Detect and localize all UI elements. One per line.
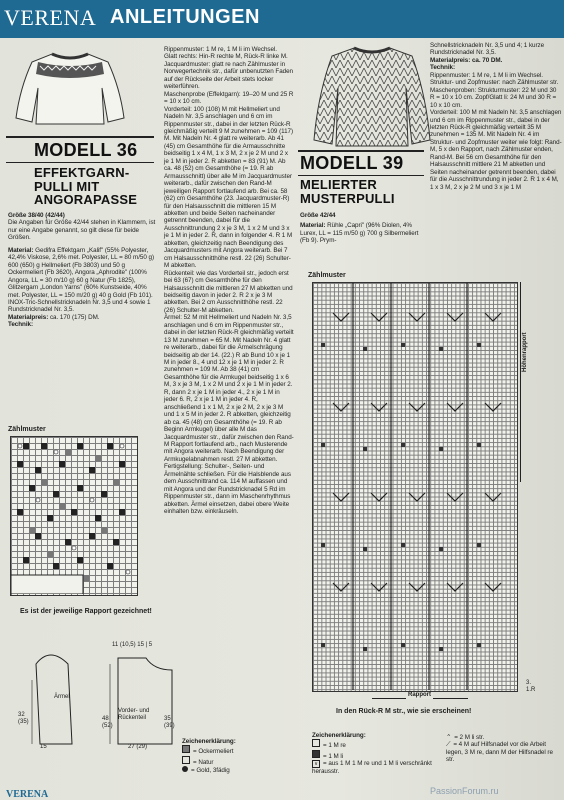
sweater-36-illustration [14, 48, 126, 126]
side-marker: 3. 1.R [526, 680, 536, 693]
height-rapport-label: Höhenrapport [522, 332, 528, 372]
mid-measure: 48 (52) [102, 716, 113, 729]
brand-logo: VERENA [4, 5, 97, 30]
schem-top-measures: 11 (10,5) 15 | 5 [112, 642, 153, 648]
chart-36-label: Zählmuster [8, 426, 46, 433]
chart-39-motif [313, 283, 516, 690]
rapport-label: Rapport [408, 692, 431, 698]
natur-swatch [182, 756, 190, 764]
chart-36-grid [10, 436, 138, 596]
knit-swatch [312, 739, 320, 747]
schematic-36 [6, 640, 178, 752]
model-36-text: Größe 38/40 (42/44) Die Angaben für Größe 42/44 stehen in Klammern, ist nur eine Angabe genannt, so gilt diese für beide Größen. Material: Gedifra Effektgarn „Kalif" (55% Polyester, 42,4% Viskose, 2,6% met. Polyester, LL = 80 m/50 g) 600 (650) g Hellmeliert (Fb 3803) und 50 g Ockermeliert (Fb 3620), Angora „Aphrodite" (100% Angora, LL = 30 m/10 g) 60 g Natur (Fb 1825), Glitzergarn „London Yarns" (60% Kunstseide, 40% met. Polyester, LL = 150 m/20 g) 40 g Gold (Fb 101). INOX-Tric-Schnellstricknadeln Nr. 3,5 und 4 sowie 1 Rundstricknadel Nr. 3,5. Materialpreis: ca. 170 (175) DM. Technik: [8, 212, 156, 329]
legend-39: Zeichenerklärung: = 1 M re = 1 M li ∨ = aus 1 M 1 M re und 1 M li verschränkt herausstr. [312, 732, 432, 776]
height-bracket [520, 282, 521, 482]
model-36-title: MODELL 36 [34, 140, 138, 160]
watermark: PassionForum.ru [430, 786, 499, 796]
legend-39-right: ⌃ = 2 M li str. ⟋ = 4 M auf Hilfsnadel vor die Arbeit legen, 3 M re, dann M der Hilfsnadel re str. [446, 734, 553, 764]
model-36-subtitle: EFFEKTGARN- PULLI MIT ANGORAPASSE [34, 165, 138, 207]
middle-column-text: Rippenmuster: 1 M re, 1 M li im Wechsel. Glatt rechts: Hin-R rechte M, Rück-R linke M. Jacquardmuster: glatt re nach Zählmuster in Norwegertechnik str., dafür unbenutzten Faden auf der Rückseite der Arbeit stets locker weiterführen. Maschenprobe (Effektgarn): 19–20 M und 25 R = 10 x 10 cm. Vorderteil: 100 (108) M mit Hellmeliert und Nadeln Nr. 3,5 anschlagen und 6 cm im Rippenmuster str., dabei in der letzten Rück-R gleichmäßig verteilt 9 M zunehmen = 109 (117) M. Mit Nadeln Nr. 4 glatt re weiterarb. Ab 41 (45) cm Gesamthöhe für die Armausschnitte beidseitig 1 x 4 M, 1 x 3 M, 2 x je 2 M und 2 x je 1 M in jeder 2. R abketten = 83 (91) M. Ab ca. 48 (52) cm Gesamthöhe (= 19. R ab Armausschnitt) über alle M im Jacquardmuster weiterarb., dafür zwischen den Rand-M jeweiligen Rapport fortlaufend arb. Bei ca. 58 (62) cm Gesamthöhe (23. Jacquardmuster-R) für den Halsausschnitt die mittleren 15 M abketten und beide Seiten nacheinander getrennt beenden, dabei für die Ausschnittrundung 2 x je 3 M, 1 x 2 M und 3 x je 1 M in jeder 2. R, dann in folgender 4. R 1 M abketten, gleichzeitig nach Beendigung des Jacquardmusters mit Angora weiterarb. Bei 7 cm Halsausschnitthöhe restl. 22 (26) Schulter-M abketten. Rückenteil: wie das Vorderteil str., jedoch erst bei 63 (67) cm Gesamthöhe für den Halsausschnitt die mittleren 27 M abketten und beidseitig davon in jeder 2. R 2 x je 3 M abketten. Bei 2 cm Ausschnitthöhe restl. 22 (26) Schulter-M abketten. Ärmel: 52 M mit Hellmeliert und Nadeln Nr. 3,5 anschlagen und 6 cm im Rippenmuster str., dabei in der letzten Rück-R gleichmäßig verteilt 13 M zunehmen = 65 M. Mit Nadeln Nr. 4 glatt re weiterarb., dabei für die Ärmelschrägung beidseitig ab der 14. (22.) R ab Bund 10 x je 1 M in jeder 8., 4 und 12 x je 1 M in jeder 2. R zunehmen = 109 M. Ab 38 (41) cm Gesamthöhe für die Armkugel beidseitig 1 x 6 M, 3 x je 3 M, 1 x 2 M und 2 x je 1 M in jeder 2. R, dann 2 x je 1 M in jeder 4., 2 x je 1 M in jeder 6. R, 2 x je 1 M in jeder 4. R, anschließend 1 x 1 M, 2 x je 2 M, 2 x je 3 M und 1 x 5 M in jeder 2. R abketten, gleichzeitig ab ca. 45 (48) cm Gesamthöhe (= 19. R ab Beginn Armkugel) über alle M das Jacquardmuster str., dafür zwischen den Rand-M Rapport fortlaufend arb., nach Musterende mit Angora weiterarb. Nach Beendigung der Armkugelabnahmen restl. 27 M abketten. Fertigstellung: Schulter-, Seiten- und Ärmelnähte schließen. Für die Halsblende aus dem Ausschnittrand ca. 114 M auffassen und mit Angora und der Rundstricknadel 5 Rd im Rippenmuster str., dann im Maschenrhythmus abketten. Ärmel einsetzen, dabei obere Weite einhalten bzw. einkräuseln. [164, 46, 294, 516]
chart-39-caption: In den Rück-R M str., wie sie erscheinen! [336, 708, 472, 715]
title-rule-39b [298, 175, 424, 176]
model-39-subtitle: MELIERTER MUSTERPULLI [300, 177, 395, 206]
chart-36-caption: Es ist der jeweilige Rapport gezeichnet! [20, 608, 152, 615]
dec-symbol: ⌃ [446, 734, 452, 741]
purl-swatch [312, 750, 320, 758]
increase-swatch: ∨ [312, 760, 320, 768]
section-title: ANLEITUNGEN [110, 6, 260, 28]
right-column-text: Schnellstricknadeln Nr. 3,5 und 4; 1 kurze Rundstricknadel Nr. 3,5. Materialpreis: ca. 70 DM. Technik: Rippenmuster: 1 M re, 1 M li im Wechsel. Struktur- und Zopfmuster: nach Zählmuster str. Maschenproben: Strukturmuster: 22 M und 30 R = 10 x 10 cm. Zopf/Glatt li: 24 M und 30 R = 10 x 10 cm. Vorderteil: 100 M mit Nadeln Nr. 3,5 anschlagen und 6 cm im Rippenmuster str., dabei in der letzten Rück-R gleichmäßig verteilt 35 M zunehmen = 135 M. Mit Nadeln Nr. 4 im Struktur- und Zopfmuster weiter wie folgt: Rand-M, 5 x den Rapport, nach Zählmuster enden, Rand-M. Bei 56 cm Gesamthöhe für den Halsausschnitt mittlere 21 M abketten und Seiten nacheinander getrennt beenden, dabei für die Ausschnittrundung in jeder 2. R 1 x 4 M, 1 x 3 M, 2 x je 2 M und 3 x je 1 M [430, 42, 562, 191]
cable-symbol: ⟋ [446, 741, 451, 749]
sleeve-label: Ärmel [54, 694, 70, 700]
body-label: Vorder- und Rückenteil [118, 708, 150, 721]
ocker-swatch [182, 745, 190, 753]
sweater-39-illustration [312, 44, 432, 148]
title-rule-39 [298, 150, 424, 152]
legend-36: Zeichenerklärung: = Ockermeliert = Natur = Gold, 3fädig [182, 738, 236, 775]
gold-swatch [182, 766, 188, 772]
title-rule-36 [6, 136, 154, 138]
footer-brand: VERENA [6, 789, 49, 800]
right-measure: 35 (39) [164, 716, 175, 729]
model-39-text: Größe 42/44 Material: Rühle „Capri" (96% Diolen, 4% Lurex, LL = 115 m/50 g) 700 g Silbermeliert (Fb 9). Prym- [300, 212, 419, 245]
chart-36-motif [11, 437, 136, 594]
bottom-measure: 27 (29) [128, 744, 148, 750]
model-39-title: MODELL 39 [300, 153, 404, 173]
chart-39-label: Zählmuster [308, 272, 346, 279]
bottom-right-measure: 15 [40, 744, 47, 750]
left-measure: 32 (35) [18, 712, 29, 725]
title-rule-36b [6, 162, 154, 163]
chart-39-grid [312, 282, 518, 692]
